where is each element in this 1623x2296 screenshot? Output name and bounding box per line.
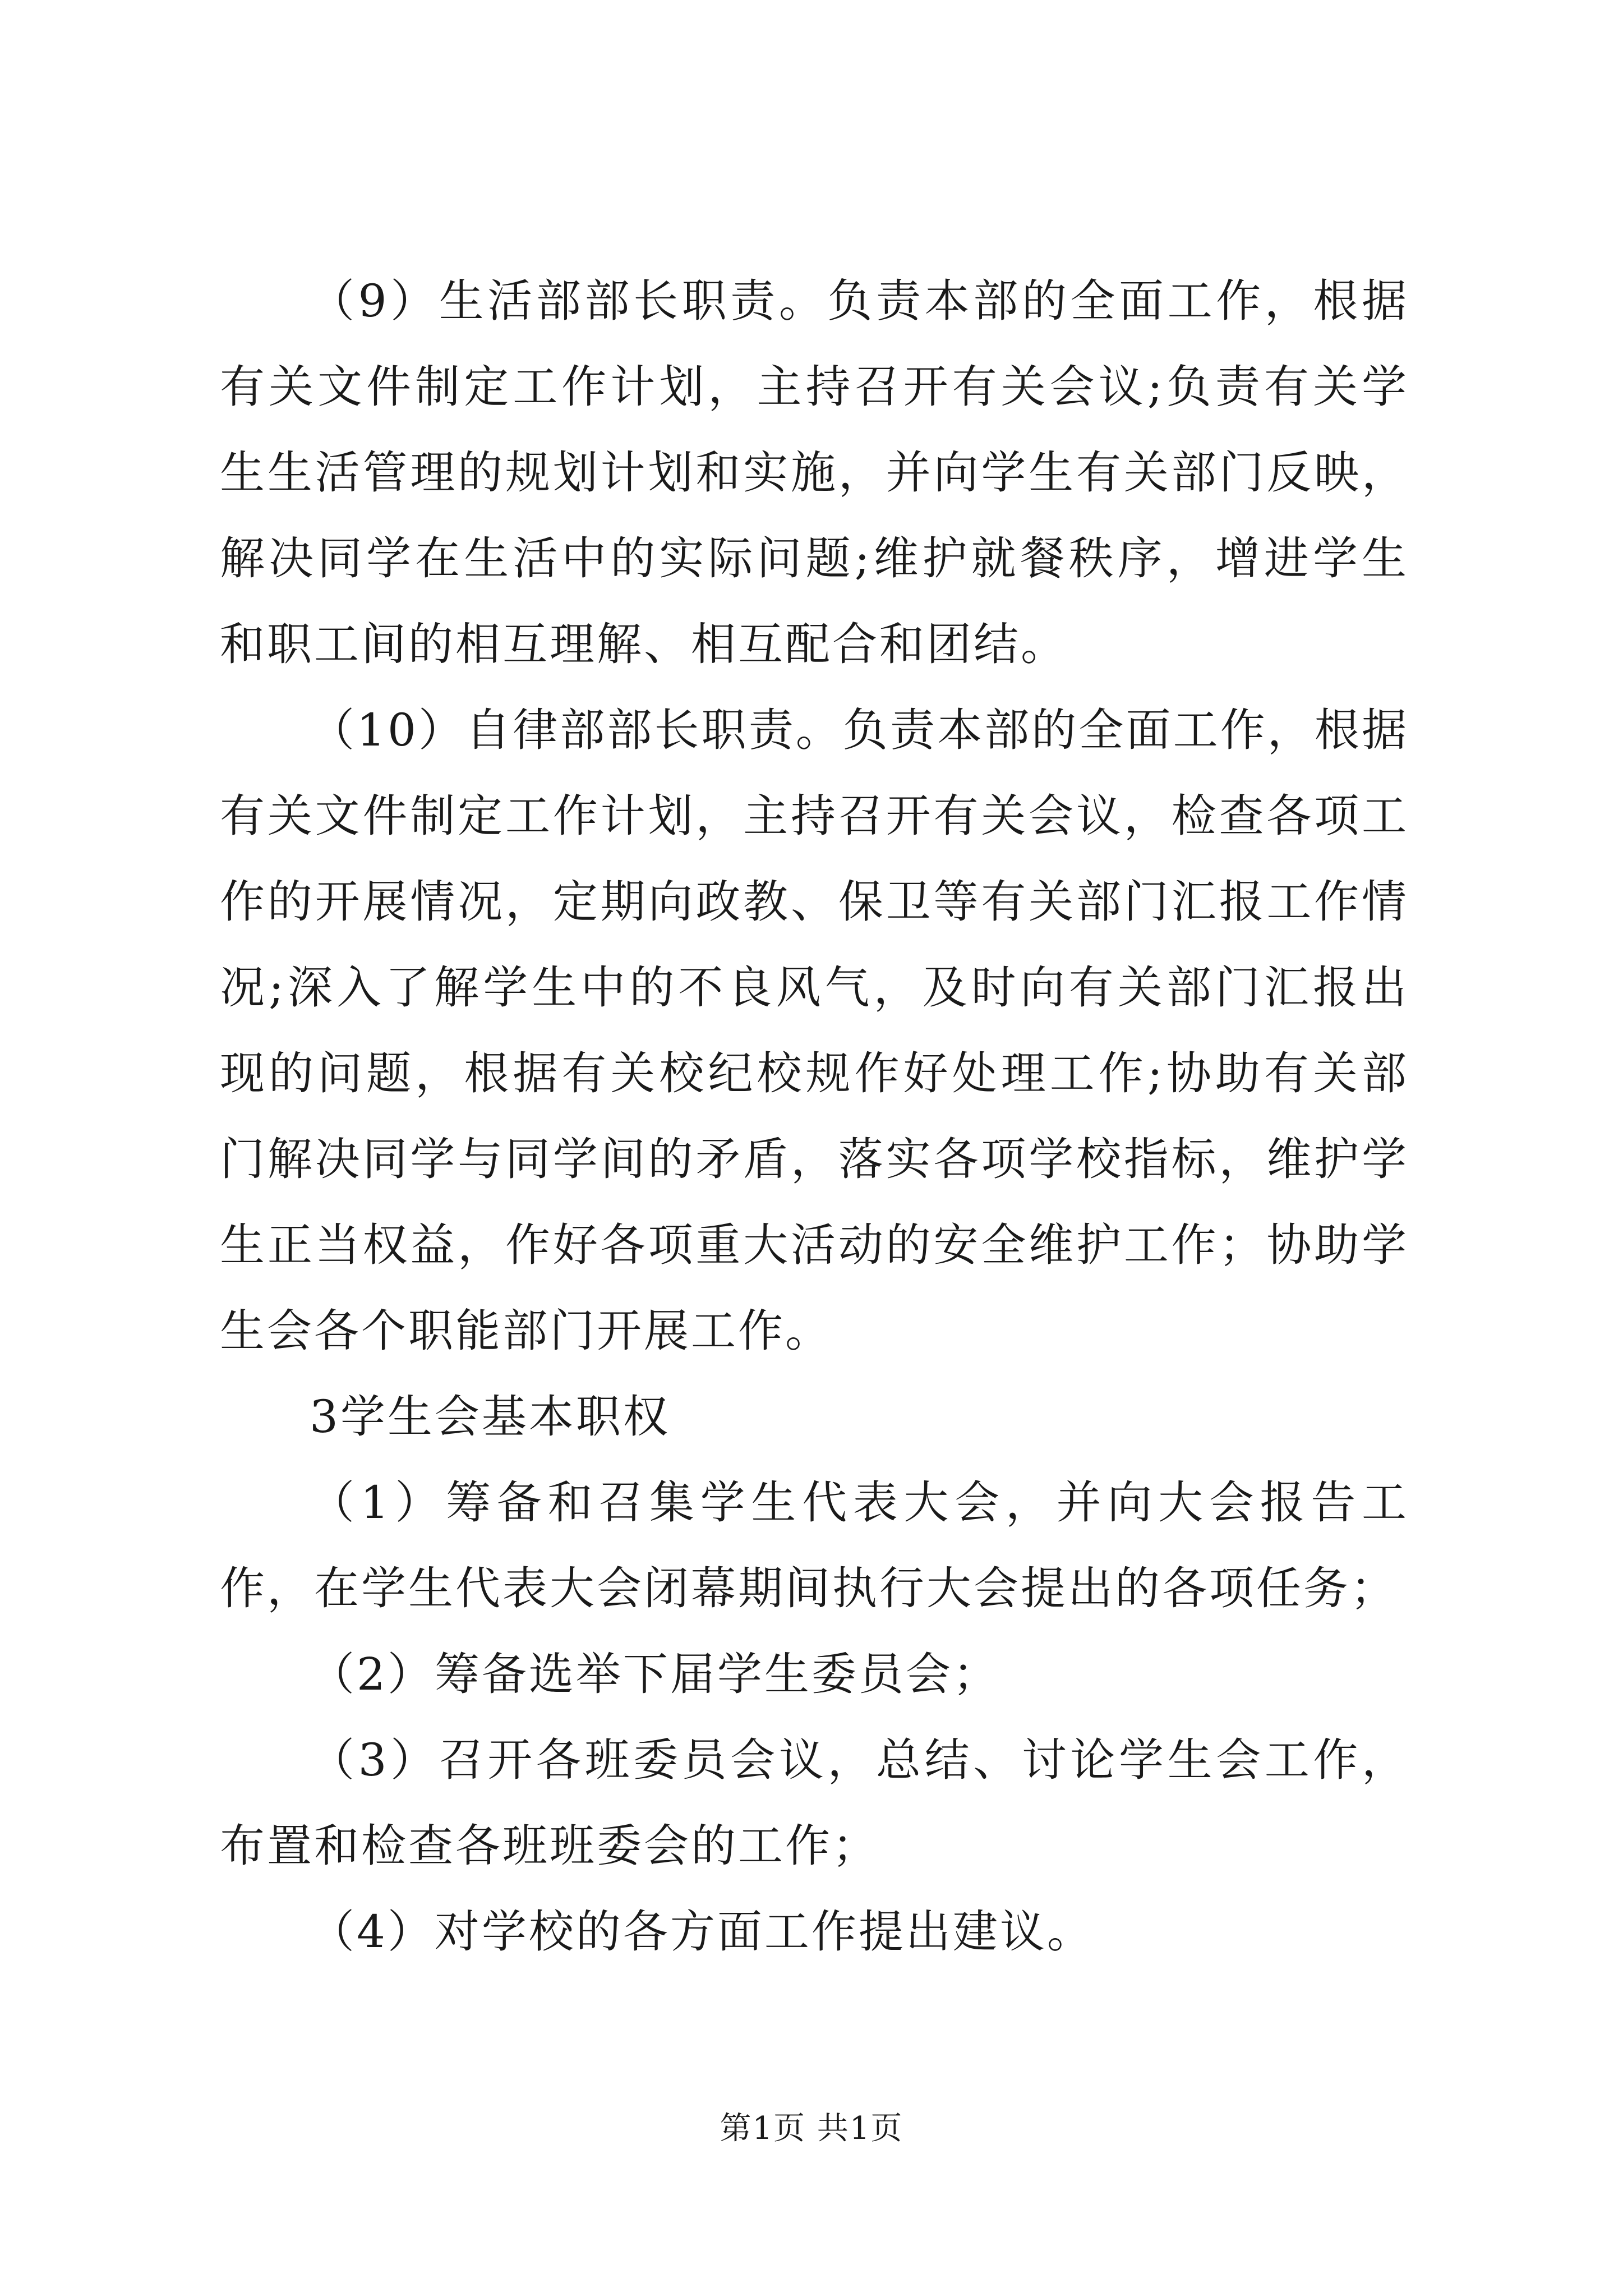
- paragraph-living-dept-duties: （9）生活部部长职责。负责本部的全面工作，根据有关文件制定工作计划，主持召开有关会议;负责有关学生生活管理的规划计划和实施，并向学生有关部门反映，解决同学在生活中的实际问题;维护就餐秩序，增进学生和职工间的相互理解、相互配合和团结。: [220, 275, 1409, 670]
- list-item-power-3: （3）召开各班委员会议，总结、讨论学生会工作，布置和检查各班班委会的工作；: [220, 1734, 1409, 1872]
- document-body: [220, 258, 1409, 1975]
- page-number-footer: 第1页 共1页: [720, 2110, 903, 2147]
- paragraph-discipline-dept-duties: （10）自律部部长职责。负责本部的全面工作，根据有关文件制定工作计划，主持召开有关会议，检查各项工作的开展情况，定期向政教、保卫等有关部门汇报工作情况;深入了解学生中的不良风气，及时向有关部门汇报出现的问题，根据有关校纪校规作好处理工作;协助有关部门解决同学与同学间的矛盾，落实各项学校指标，维护学生正当权益，作好各项重大活动的安全维护工作；协助学生会各个职能部门开展工作。: [220, 704, 1409, 1357]
- list-item-power-4: （4）对学校的各方面工作提出建议。: [310, 1906, 1094, 1958]
- list-item-power-1: （1）筹备和召集学生代表大会，并向大会报告工作，在学生代表大会闭幕期间执行大会提出的各项任务；: [220, 1476, 1409, 1614]
- list-item-power-2: （2）筹备选举下届学生委员会；: [310, 1648, 1000, 1700]
- section-heading-basic-powers: 3学生会基本职权: [310, 1391, 670, 1443]
